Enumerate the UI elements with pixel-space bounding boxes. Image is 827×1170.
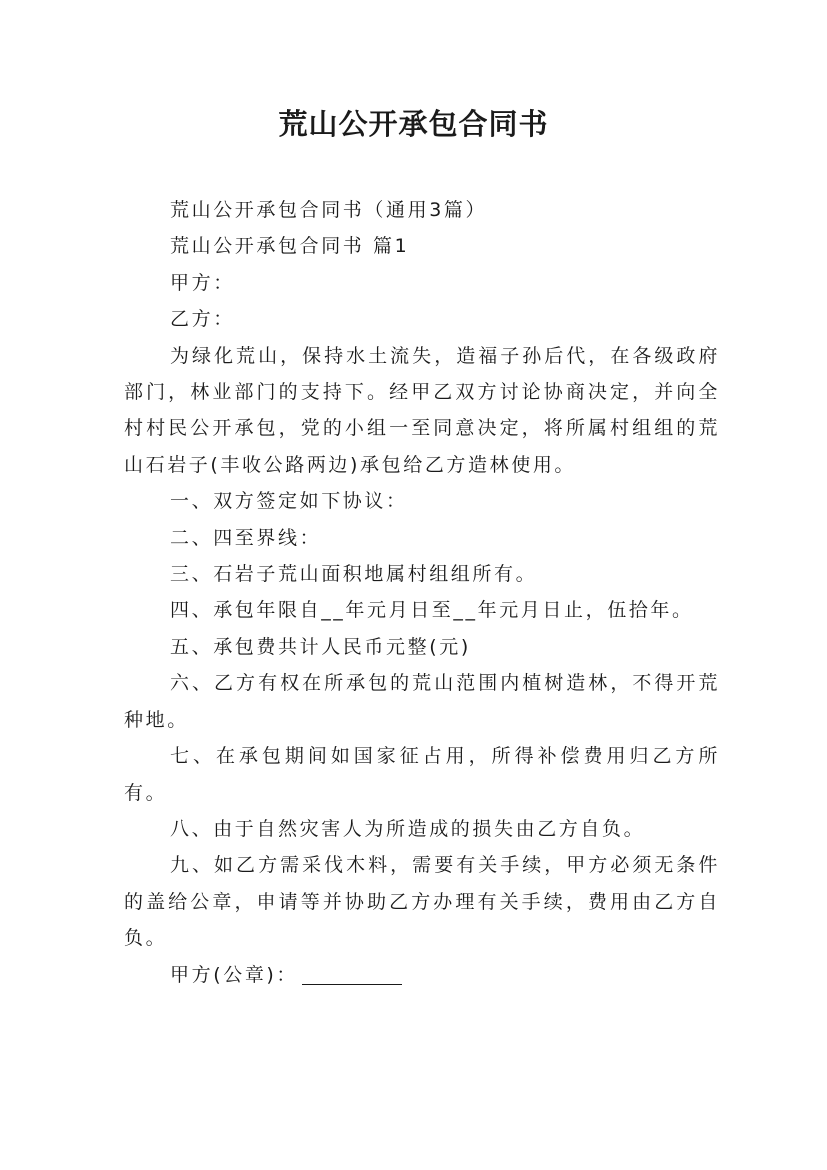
paragraph-clause-2: 二、四至界线： (170, 526, 322, 549)
paragraph-subtitle: 荒山公开承包合同书（通用3篇） (170, 199, 488, 221)
paragraph-clause-7: 七、在承包期间如国家征占用，所得补偿费用归乙方所有。 (124, 745, 720, 804)
paragraph-clause-4: 四、承包年限自__年元月日至__年元月日止，伍拾年。 (170, 599, 694, 622)
paragraph-party-b: 乙方： (170, 308, 235, 331)
paragraph-section-heading: 荒山公开承包合同书 篇1 (170, 235, 410, 258)
paragraph-clause-1: 一、双方签定如下协议： (170, 490, 408, 513)
paragraph-party-a: 甲方： (170, 271, 235, 294)
signature-blank (302, 960, 402, 985)
paragraph-clause-5: 五、承包费共计人民币元整(元) (170, 635, 471, 658)
paragraph-clause-9: 九、如乙方需采伐木料，需要有关手续，甲方必须无条件的盖给公章，申请等并协助乙方办理有关手续，费用由乙方自负。 (124, 854, 720, 950)
paragraph-clause-3: 三、石岩子荒山面积地属村组组所有。 (170, 563, 538, 586)
paragraph-clause-6: 六、乙方有权在所承包的荒山范围内植树造林，不得开荒种地。 (124, 672, 720, 731)
document-body (124, 192, 720, 993)
signature-label: 甲方(公章)： (170, 963, 299, 986)
paragraph-clause-8: 八、由于自然灾害人为所造成的损失由乙方自负。 (170, 817, 646, 840)
document-title: 荒山公开承包合同书 (278, 107, 549, 141)
signature-line (124, 957, 720, 993)
paragraph-preamble: 为绿化荒山，保持水土流失，造福子孙后代，在各级政府部门，林业部门的支持下。经甲乙双方讨论协商决定，并向全村村民公开承包，党的小组一至同意决定，将所属村组组的荒山石岩子(丰收公路两边)承包给乙方造林使用。 (124, 344, 720, 476)
